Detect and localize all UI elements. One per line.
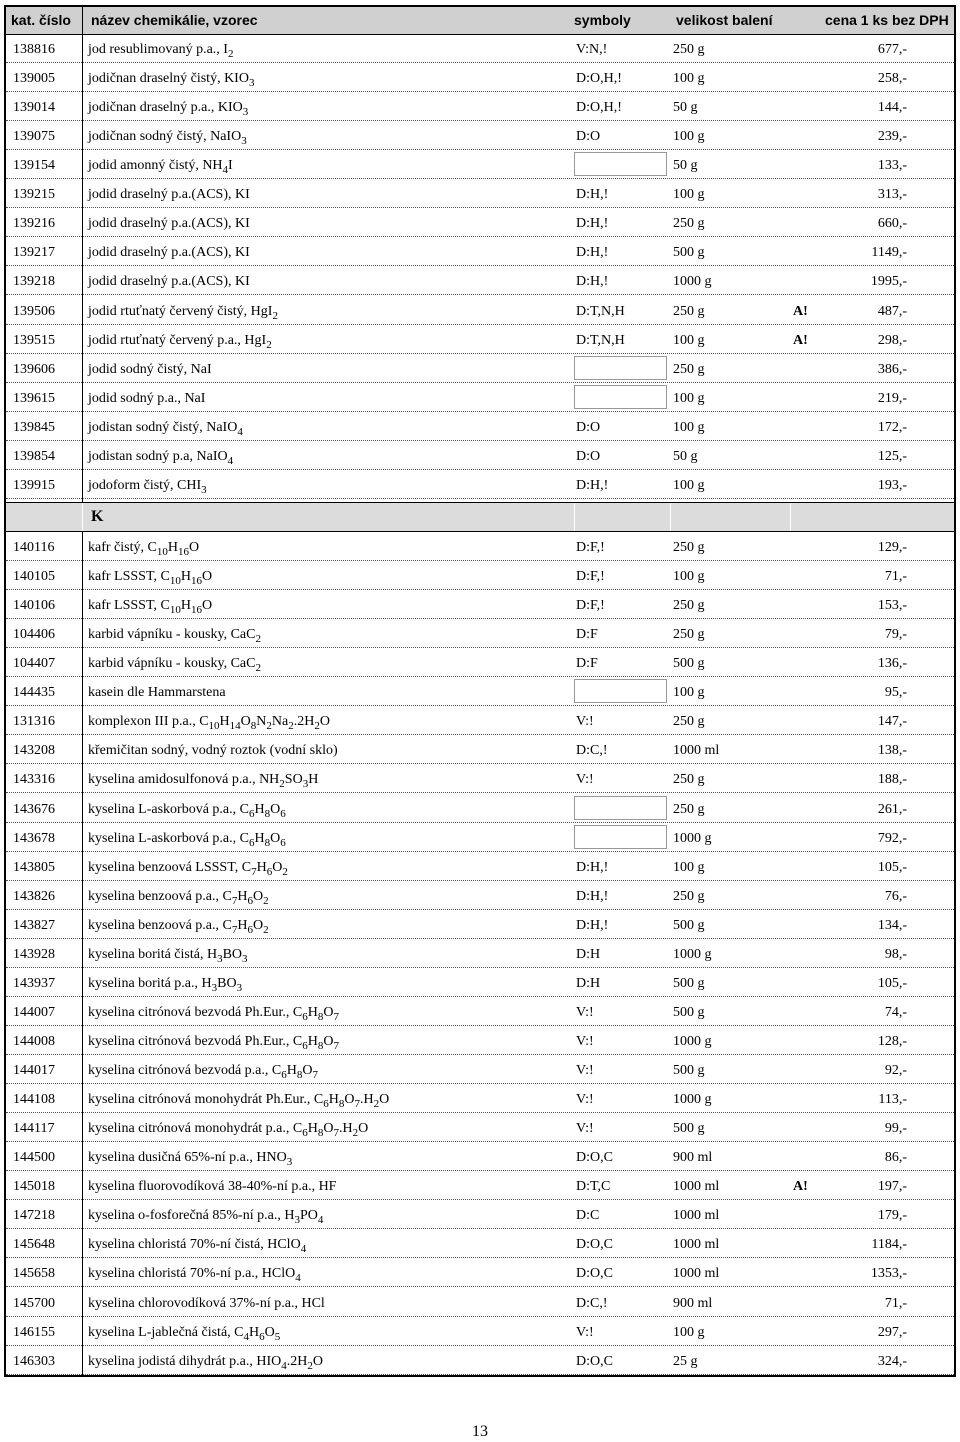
cat-number: 143208 — [13, 743, 55, 759]
cat-number: 139216 — [13, 216, 55, 232]
cat-number: 145648 — [13, 1237, 55, 1253]
cat-number: 140105 — [13, 569, 55, 585]
header-cat-number: kat. číslo — [11, 12, 71, 28]
hazard-symbols: V:! — [576, 1033, 594, 1049]
empty-symbols-cell — [574, 679, 667, 703]
chemical-name: kasein dle Hammarstena — [88, 685, 226, 701]
package-size: 50 g — [673, 158, 698, 174]
price: 298,- — [877, 332, 907, 348]
chemical-name: jodoform čistý, $CHI_3$ — [88, 477, 207, 496]
cat-number: 144008 — [13, 1033, 55, 1049]
chemical-name: jodistan sodný p.a, NaIO$_4$ — [88, 448, 234, 467]
price: 297,- — [877, 1324, 907, 1340]
chemical-name: jod resublimovaný p.a., $I_2$ — [88, 42, 234, 60]
price: 113,- — [878, 1092, 907, 1108]
table-row — [6, 1200, 954, 1229]
hazard-symbols: V:! — [576, 714, 594, 730]
price: 153,- — [877, 598, 907, 614]
price: 261,- — [877, 801, 907, 817]
cat-number: 140106 — [13, 598, 55, 614]
empty-symbols-cell — [574, 152, 667, 176]
table-row — [6, 325, 954, 354]
package-size: 1000 ml — [673, 1266, 720, 1282]
section-letter: K — [91, 507, 104, 525]
chemical-name: kyselina fluorovodíková 38-40%-ní p.a., HF — [88, 1179, 337, 1195]
cat-number: 143928 — [13, 946, 55, 962]
cat-number: 143827 — [13, 917, 55, 933]
package-size: 1000 ml — [673, 743, 720, 759]
cat-number: 139515 — [13, 332, 55, 348]
package-size: 100 g — [673, 390, 705, 406]
hazard-symbols: D:O,C — [576, 1237, 613, 1253]
section-divider — [574, 503, 575, 531]
package-size: 50 g — [673, 100, 698, 116]
price: 128,- — [877, 1033, 907, 1049]
cat-number: 146155 — [13, 1324, 55, 1340]
hazard-symbols: D:H,! — [576, 187, 609, 203]
chemical-name: jodistan sodný čistý, NaIO$_4$ — [88, 419, 243, 438]
package-size: 100 g — [673, 419, 705, 435]
table-row — [6, 1026, 954, 1055]
price: 197,- — [877, 1179, 907, 1195]
table-row — [6, 208, 954, 237]
hazard-symbols: V:! — [576, 772, 594, 788]
table-row — [6, 354, 954, 383]
table-row — [6, 881, 954, 910]
package-size: 1000 ml — [673, 1179, 720, 1195]
hazard-symbols: D:O,C — [576, 1150, 613, 1166]
price: 125,- — [877, 448, 907, 464]
cat-number: 139915 — [13, 477, 55, 493]
cat-number: 140116 — [13, 539, 55, 555]
chemical-name: kyselina citrónová monohydrát Ph.Eur., $C_6H_8O_7.H_2O$ — [88, 1092, 390, 1111]
cat-number: 143676 — [13, 801, 55, 817]
price: 92,- — [884, 1063, 907, 1079]
chemical-name: jodičnan draselný čistý, $KIO_3$ — [88, 71, 255, 90]
hazard-symbols: D:T,N,H — [576, 303, 625, 319]
cat-number: 145700 — [13, 1295, 55, 1311]
table-row — [6, 34, 954, 63]
price: 1184,- — [871, 1237, 907, 1253]
cat-number: 139075 — [13, 129, 55, 145]
header-package-size: velikost balení — [676, 12, 773, 28]
cat-number: 143316 — [13, 772, 55, 788]
price: 1353,- — [870, 1266, 907, 1282]
package-size: 50 g — [673, 448, 698, 464]
header-symbols: symboly — [574, 12, 631, 28]
package-size: 250 g — [673, 42, 705, 57]
chemical-name: jodid draselný p.a.(ACS), KI — [88, 245, 250, 261]
price: 79,- — [884, 627, 907, 643]
chemical-name: karbid vápníku - kousky, CaC$_2$ — [88, 627, 261, 646]
hazard-symbols: D:H,! — [576, 859, 609, 875]
package-size: 250 g — [673, 772, 705, 788]
hazard-symbols: D:O,C — [576, 1353, 613, 1369]
table-row — [6, 1055, 954, 1084]
hazard-symbols: D:F,! — [576, 569, 605, 585]
hazard-symbols: D:T,N,H — [576, 332, 625, 348]
package-size: 1000 g — [673, 1092, 712, 1108]
table-row — [6, 1171, 954, 1200]
price: 86,- — [884, 1150, 907, 1166]
price: 98,- — [884, 946, 907, 962]
cat-number: 144108 — [13, 1092, 55, 1108]
price: 99,- — [884, 1121, 907, 1137]
hazard-symbols: D:F — [576, 627, 598, 643]
section-divider — [670, 503, 671, 531]
table-row — [6, 1258, 954, 1287]
price: 74,- — [884, 1004, 907, 1020]
package-size: 250 g — [673, 598, 705, 614]
table-row — [6, 1288, 954, 1317]
package-size: 100 g — [673, 685, 705, 701]
cat-number: 146303 — [13, 1353, 55, 1369]
hazard-symbols: D:O — [576, 448, 601, 464]
table-row — [6, 735, 954, 764]
hazard-symbols: D:F — [576, 656, 598, 672]
package-size: 100 g — [673, 859, 705, 875]
price: 487,- — [877, 303, 907, 319]
package-size: 100 g — [673, 332, 705, 348]
cat-number: 147218 — [13, 1208, 55, 1224]
cat-number: 139218 — [13, 274, 55, 290]
table-row — [6, 939, 954, 968]
chemical-name: kyselina amidosulfonová p.a., $NH_2SO_3H$ — [88, 772, 319, 791]
chemical-name: kyselina dusičná 65%-ní p.a., $HNO_3$ — [88, 1150, 293, 1169]
table-row — [6, 794, 954, 823]
package-size: 250 g — [673, 539, 705, 555]
package-size: 250 g — [673, 627, 705, 643]
table-row — [6, 63, 954, 92]
table-row — [6, 619, 954, 648]
chemical-name: kyselina L-askorbová p.a., $C_6H_8O_6$ — [88, 830, 286, 849]
package-size: 1000 ml — [673, 1208, 720, 1224]
chemical-name: kyselina L-askorbová p.a., $C_6H_8O_6$ — [88, 801, 286, 820]
price: 105,- — [877, 859, 907, 875]
hazard-symbols: D:O,H,! — [576, 71, 622, 87]
chemical-name: jodid amonný čistý, $NH_4I$ — [88, 158, 233, 177]
hazard-symbols: D:H,! — [576, 477, 609, 493]
section-divider — [790, 503, 791, 531]
chemical-name: jodid draselný p.a.(ACS), KI — [88, 216, 250, 232]
hazard-symbols: D:H,! — [576, 917, 609, 933]
package-size: 500 g — [673, 1063, 705, 1079]
chemical-name: kyselina o-fosforečná 85%-ní p.a., $H_3PO_4$ — [88, 1208, 324, 1227]
table-row — [6, 179, 954, 208]
package-size: 100 g — [673, 477, 705, 493]
hazard-symbols: V:! — [576, 1004, 594, 1020]
table-row — [6, 266, 954, 295]
price: 188,- — [877, 772, 907, 788]
hazard-symbols: D:H,! — [576, 245, 609, 261]
cat-number: 104407 — [13, 656, 55, 672]
chemical-name: jodid sodný p.a., NaI — [88, 390, 206, 406]
package-size: 250 g — [673, 303, 705, 319]
package-size: 100 g — [673, 71, 705, 87]
table-row — [6, 1084, 954, 1113]
table-row — [6, 237, 954, 266]
table-header — [6, 7, 954, 35]
chemical-name: kyselina chlorovodíková 37%-ní p.a., HCl — [88, 1295, 325, 1311]
table-row — [6, 470, 954, 499]
price: 258,- — [877, 71, 907, 87]
table-row — [6, 121, 954, 150]
hazard-symbols: D:O — [576, 419, 601, 435]
hazard-symbols: D:H — [576, 975, 601, 991]
package-size: 100 g — [673, 129, 705, 145]
cat-number: 144117 — [13, 1121, 55, 1137]
table-row — [6, 441, 954, 470]
chemical-name: kyselina citrónová bezvodá Ph.Eur., $C_6H_8O_7$ — [88, 1004, 339, 1023]
price: 129,- — [877, 539, 907, 555]
hazard-symbols: D:F,! — [576, 598, 605, 614]
price: 172,- — [877, 419, 907, 435]
chemical-name: kyselina boritá čistá, $H_3BO_3$ — [88, 946, 248, 965]
package-size: 500 g — [673, 1121, 705, 1137]
chemical-name: kyselina benzoová LSSST, $C_7H_6O_2$ — [88, 859, 288, 878]
hazard-symbols: D:C,! — [576, 743, 608, 759]
table-row — [6, 1229, 954, 1258]
price: 1149,- — [871, 245, 907, 261]
table-row — [6, 968, 954, 997]
cat-number: 139005 — [13, 71, 55, 87]
table-row — [6, 1113, 954, 1142]
table-row — [6, 677, 954, 706]
price: 76,- — [884, 888, 907, 904]
cat-number: 139014 — [13, 100, 55, 116]
table-row — [6, 706, 954, 735]
price: 95,- — [884, 685, 907, 701]
chemical-name: jodid draselný p.a.(ACS), KI — [88, 187, 250, 203]
chemical-name: jodičnan sodný čistý, NaIO$_3$ — [88, 129, 247, 148]
hazard-symbols: D:C — [576, 1208, 600, 1224]
chemical-name: komplexon III p.a., $C_{10}H_{14}O_8N_2Na_2.2H_2O$ — [88, 714, 330, 733]
chemical-name: jodid rtuťnatý červený p.a., HgI$_2$ — [88, 332, 272, 351]
table-row — [6, 150, 954, 179]
hazard-symbols: D:O,H,! — [576, 100, 622, 116]
hazard-symbols: D:H,! — [576, 274, 609, 290]
chemical-name: jodičnan draselný p.a., $KIO_3$ — [88, 100, 249, 119]
chemical-name: jodid sodný čistý, NaI — [88, 361, 212, 377]
chemical-name: kyselina citrónová monohydrát p.a., $C_6H_8O_7.H_2O$ — [88, 1121, 369, 1140]
cat-number: 139845 — [13, 419, 55, 435]
table-row — [6, 852, 954, 881]
package-size: 100 g — [673, 1324, 705, 1340]
table-row — [6, 561, 954, 590]
cat-number: 131316 — [13, 714, 55, 730]
price: 792,- — [877, 830, 907, 846]
package-size: 100 g — [673, 569, 705, 585]
package-size: 500 g — [673, 245, 705, 261]
chemical-name: kafr LSSST, $C_{10}H_{16}O$ — [88, 569, 213, 588]
chemical-name: kyselina benzoová p.a., $C_7H_6O_2$ — [88, 917, 269, 936]
chemical-name: kyselina chloristá 70%-ní čistá, HClO$_4$ — [88, 1237, 307, 1256]
section-divider — [82, 503, 83, 531]
hazard-symbols: V:! — [576, 1121, 594, 1137]
chemical-name: kyselina boritá p.a., $H_3BO_3$ — [88, 975, 243, 994]
cat-number: 143826 — [13, 888, 55, 904]
hazard-symbols: D:F,! — [576, 539, 605, 555]
price: 324,- — [877, 1353, 907, 1369]
price: 105,- — [877, 975, 907, 991]
section-header-k — [6, 502, 954, 532]
chemical-name: kyselina jodistá dihydrát p.a., $HIO_4.2H_2O$ — [88, 1353, 323, 1372]
hazard-symbols: D:C,! — [576, 1295, 608, 1311]
package-size: 1000 g — [673, 1033, 712, 1049]
table-row — [6, 1317, 954, 1346]
hazard-symbols: D:O,C — [576, 1266, 613, 1282]
warning-mark: A! — [793, 303, 808, 319]
package-size: 100 g — [673, 187, 705, 203]
price: 677,- — [877, 42, 907, 57]
cat-number: 138816 — [13, 42, 55, 57]
package-size: 900 ml — [673, 1150, 713, 1166]
warning-mark: A! — [793, 332, 808, 348]
cat-number: 143937 — [13, 975, 55, 991]
price: 193,- — [877, 477, 907, 493]
table-row — [6, 412, 954, 441]
cat-number: 145018 — [13, 1179, 55, 1195]
empty-symbols-cell — [574, 356, 667, 380]
package-size: 250 g — [673, 888, 705, 904]
cat-number: 144435 — [13, 685, 55, 701]
table-row — [6, 532, 954, 561]
cat-number: 139217 — [13, 245, 55, 261]
cat-number: 144500 — [13, 1150, 55, 1166]
package-size: 500 g — [673, 975, 705, 991]
hazard-symbols: D:H,! — [576, 888, 609, 904]
cat-number: 139215 — [13, 187, 55, 203]
hazard-symbols: D:T,C — [576, 1179, 611, 1195]
chemical-name: kyselina citrónová bezvodá p.a., $C_6H_8O_7$ — [88, 1063, 318, 1082]
table-row — [6, 296, 954, 325]
price: 136,- — [877, 656, 907, 672]
table-row — [6, 764, 954, 793]
chemical-name: jodid rtuťnatý červený čistý, HgI$_2$ — [88, 303, 278, 322]
price: 219,- — [877, 390, 907, 406]
chemical-name: kafr čistý, $C_{10}H_{16}O$ — [88, 539, 200, 558]
warning-mark: A! — [793, 1179, 808, 1195]
empty-symbols-cell — [574, 796, 667, 820]
table-row — [6, 383, 954, 412]
price: 313,- — [877, 187, 907, 203]
price: 144,- — [877, 100, 907, 116]
chemical-name: kyselina L-jablečná čistá, $C_4H_6O_5$ — [88, 1324, 281, 1343]
hazard-symbols: D:O — [576, 129, 601, 145]
price-list-table — [4, 5, 956, 1377]
table-row — [6, 648, 954, 677]
row-dotted-separator — [6, 1374, 954, 1375]
chemical-name: kyselina chloristá 70%-ní p.a., HClO$_4$ — [88, 1266, 301, 1285]
price: 138,- — [877, 743, 907, 759]
cat-number: 143678 — [13, 830, 55, 846]
chemical-name: křemičitan sodný, vodný roztok (vodní sklo) — [88, 743, 338, 759]
chemical-name: karbid vápníku - kousky, CaC$_2$ — [88, 656, 261, 675]
chemical-name: kafr LSSST, $C_{10}H_{16}O$ — [88, 598, 213, 617]
price: 1995,- — [870, 274, 907, 290]
package-size: 250 g — [673, 801, 705, 817]
table-row — [6, 997, 954, 1026]
row-dotted-separator — [6, 498, 954, 499]
cat-number: 139506 — [13, 303, 55, 319]
empty-symbols-cell — [574, 385, 667, 409]
cat-number: 145658 — [13, 1266, 55, 1282]
hazard-symbols: D:H — [576, 946, 601, 962]
table-row — [6, 910, 954, 939]
package-size: 1000 g — [673, 830, 712, 846]
hazard-symbols: V:! — [576, 1324, 594, 1340]
hazard-symbols: V:! — [576, 1092, 594, 1108]
package-size: 500 g — [673, 656, 705, 672]
package-size: 500 g — [673, 1004, 705, 1020]
price: 239,- — [877, 129, 907, 145]
cat-number: 144007 — [13, 1004, 55, 1020]
package-size: 900 ml — [673, 1295, 713, 1311]
package-size: 250 g — [673, 714, 705, 730]
package-size: 250 g — [673, 216, 705, 232]
price: 133,- — [877, 158, 907, 174]
cat-number: 144017 — [13, 1063, 55, 1079]
price: 179,- — [877, 1208, 907, 1224]
cat-number: 139606 — [13, 361, 55, 377]
chemical-name: jodid draselný p.a.(ACS), KI — [88, 274, 250, 290]
cat-number: 104406 — [13, 627, 55, 643]
table-row — [6, 590, 954, 619]
price: 134,- — [877, 917, 907, 933]
table-row — [6, 823, 954, 852]
price: 71,- — [884, 1295, 907, 1311]
hazard-symbols: D:H,! — [576, 216, 609, 232]
chemical-name: kyselina benzoová p.a., $C_7H_6O_2$ — [88, 888, 269, 907]
package-size: 1000 ml — [673, 1237, 720, 1253]
package-size: 1000 g — [673, 274, 712, 290]
package-size: 250 g — [673, 361, 705, 377]
cat-number: 139615 — [13, 390, 55, 406]
hazard-symbols: V:! — [576, 1063, 594, 1079]
cat-number: 143805 — [13, 859, 55, 875]
table-row — [6, 1142, 954, 1171]
package-size: 25 g — [673, 1353, 698, 1369]
package-size: 500 g — [673, 917, 705, 933]
package-size: 1000 g — [673, 946, 712, 962]
page-number: 13 — [472, 1423, 488, 1440]
table-row — [6, 92, 954, 121]
price: 71,- — [884, 569, 907, 585]
cat-number: 139154 — [13, 158, 55, 174]
chemical-name: kyselina citrónová bezvodá Ph.Eur., $C_6H_8O_7$ — [88, 1033, 339, 1052]
price: 386,- — [877, 361, 907, 377]
price: 660,- — [877, 216, 907, 232]
header-chemical-name: název chemikálie, vzorec — [91, 12, 258, 28]
hazard-symbols: V:N,! — [576, 42, 608, 57]
header-price: cena 1 ks bez DPH — [825, 12, 949, 28]
cat-number: 139854 — [13, 448, 55, 464]
price: 147,- — [877, 714, 907, 730]
table-row — [6, 1346, 954, 1375]
empty-symbols-cell — [574, 825, 667, 849]
